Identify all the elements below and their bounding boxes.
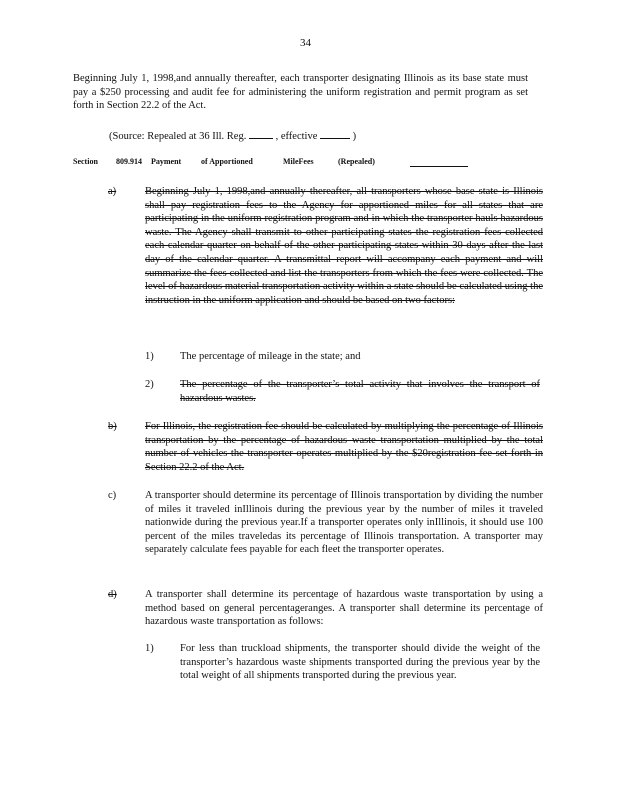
item-label: 2) [145, 379, 154, 390]
paragraph-text: A transporter should determine its percentage of Illinois transportation by dividing the number of miles it traveled inIllinois during the previous year by the number of miles it traveled nationwide during the previous year.If a transporter operates only inIllinois, it should use 100 percent of the miles traveledas its percentage of Illinois transportation. A transporter may separately calculate fees payable for each fleet the transporter operates. [145, 490, 543, 556]
section-title-1: Payment [151, 157, 182, 166]
paragraph-label: d) [108, 589, 117, 600]
section-id: 809.914 [116, 157, 142, 166]
source-suffix: ) [352, 131, 357, 142]
item-label: 1) [145, 643, 154, 654]
register-volume-blank [249, 129, 273, 139]
paragraph-label: b) [108, 421, 117, 432]
item-text: The percentage of mileage in the state; and [180, 351, 361, 362]
paragraph-text: Beginning July 1, 1998,and annually thereafter, all transporters whose base state is Illinois shall pay registration fees to the Agency for apportioned miles for all states that are participating in the uniform registration program and in which the transporter hauls hazardous waste. The Agency shall transmit to other participating states the registration fees collected each calendar quarter on behalf of the other participating states within 30 days after the last day of the calendar quarter. A transmittal report will accompany each payment and will summarize the fees collected and list the transporters from which the fees were collected. The level of hazardous material transportation activity within a state should be calculated using the instruction in the uniform application and should be based on two factors: [145, 186, 543, 306]
section-title-2: of Apportioned [201, 157, 253, 166]
paragraph-label: c) [108, 490, 117, 501]
item-text: For less than truckload shipments, the transporter should divide the weight of the transporter’s hazardous waste shipments transported during the previous year by the total weight of all shipments transported during the previous year. [180, 643, 540, 682]
page-number: 34 [300, 37, 311, 49]
intro-paragraph: Beginning July 1, 1998,and annually thereafter, each transporter designating Illinois as its base state must pay a $250 processing and audit fee for administering the uniform registration and permit program as set forth in Section 22.2 of the Act. [73, 73, 528, 112]
item-text: The percentage of the transporter’s total activity that involves the transport of hazardous wastes. [180, 379, 540, 404]
item-label: 1) [145, 351, 154, 362]
section-underline [410, 166, 468, 167]
section-title-3: MileFees [283, 157, 314, 166]
source-note [109, 129, 529, 144]
source-prefix: (Source: Repealed at 36 Ill. Reg. [109, 131, 247, 142]
source-middle: , effective [275, 131, 318, 142]
paragraph-label: a) [108, 186, 117, 197]
effective-date-blank [320, 129, 350, 139]
paragraph-text: A transporter shall determine its percentage of hazardous waste transportation by using a method based on general percentageranges. A transporter shall determine its percentage of hazardous waste transportation as follows: [145, 589, 543, 628]
section-repealed: (Repealed) [338, 157, 375, 166]
section-label: Section [73, 157, 98, 166]
paragraph-text: For Illinois, the registration fee should be calculated by multiplying the percentage of Illinois transportation by the percentage of hazardous waste transportation multiplied by the total number of vehicles the transporter operates multiplied by the $20registration fee set forth in Section 22.2 of the Act. [145, 421, 543, 473]
